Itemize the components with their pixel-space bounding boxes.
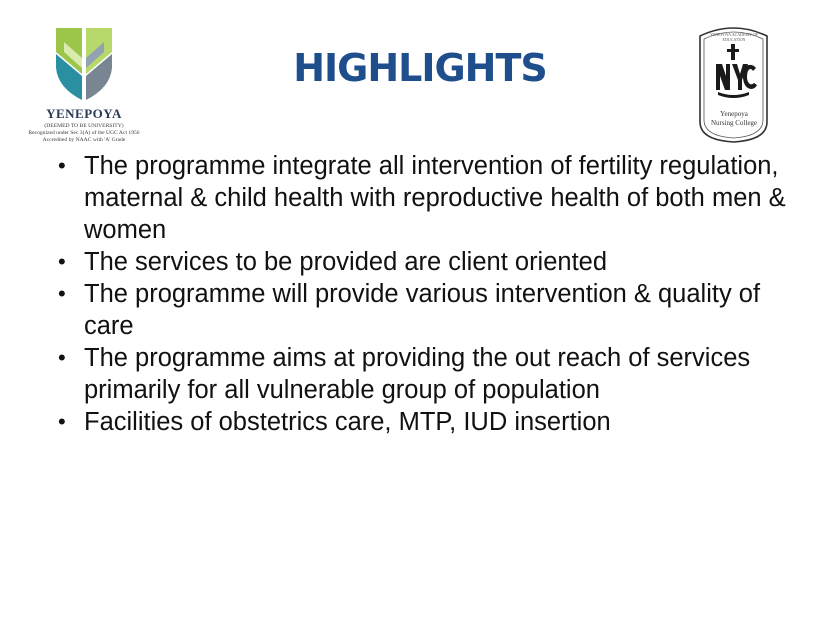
bullet-dot-icon: • xyxy=(58,153,66,178)
bullet-dot-icon: • xyxy=(58,249,66,274)
seal-college-line1: Yenepoya xyxy=(720,110,748,118)
slide-title: HIGHLIGHTS xyxy=(293,46,547,90)
yenepoya-nursing-college-logo xyxy=(696,22,771,144)
highlights-bullet-list xyxy=(58,150,798,438)
logo-deemed-text: (DEEMED TO BE UNIVERSITY) xyxy=(44,123,124,129)
bullet-item xyxy=(58,150,798,246)
bullet-text: The services to be provided are client oriented xyxy=(84,248,608,276)
bullet-text: Facilities of obstetrics care, MTP, IUD insertion xyxy=(84,408,611,436)
bullet-dot-icon: • xyxy=(58,409,66,434)
bullet-dot-icon: • xyxy=(58,281,66,306)
logo-accreditation-text: Accredited by NAAC with 'A' Grade xyxy=(42,137,126,143)
bullet-text: The programme integrate all intervention of fertility regulation, maternal & child health with reproductive health of both men & women xyxy=(84,152,786,244)
seal-college-line2: Nursing College xyxy=(710,119,758,127)
bullet-text: The programme aims at providing the out reach of services primarily for all vulnerable group of population xyxy=(84,344,751,404)
bullet-item xyxy=(58,278,798,342)
bullet-item xyxy=(58,342,798,406)
logo-university-name: YENEPOYA xyxy=(46,106,122,121)
bullet-item xyxy=(58,406,798,438)
bullet-item xyxy=(58,246,798,278)
bullet-text: The programme will provide various intervention & quality of care xyxy=(84,280,761,340)
shield-emblem-icon xyxy=(24,22,144,106)
bullet-dot-icon: • xyxy=(58,345,66,370)
seal-top-text: YENEPOYA ACADEMY OF EDUCATION xyxy=(710,32,758,42)
yenepoya-university-logo xyxy=(24,22,144,144)
logo-recognition-text: Recognized under Sec 3(A) of the UGC Act 1956 xyxy=(28,130,140,136)
